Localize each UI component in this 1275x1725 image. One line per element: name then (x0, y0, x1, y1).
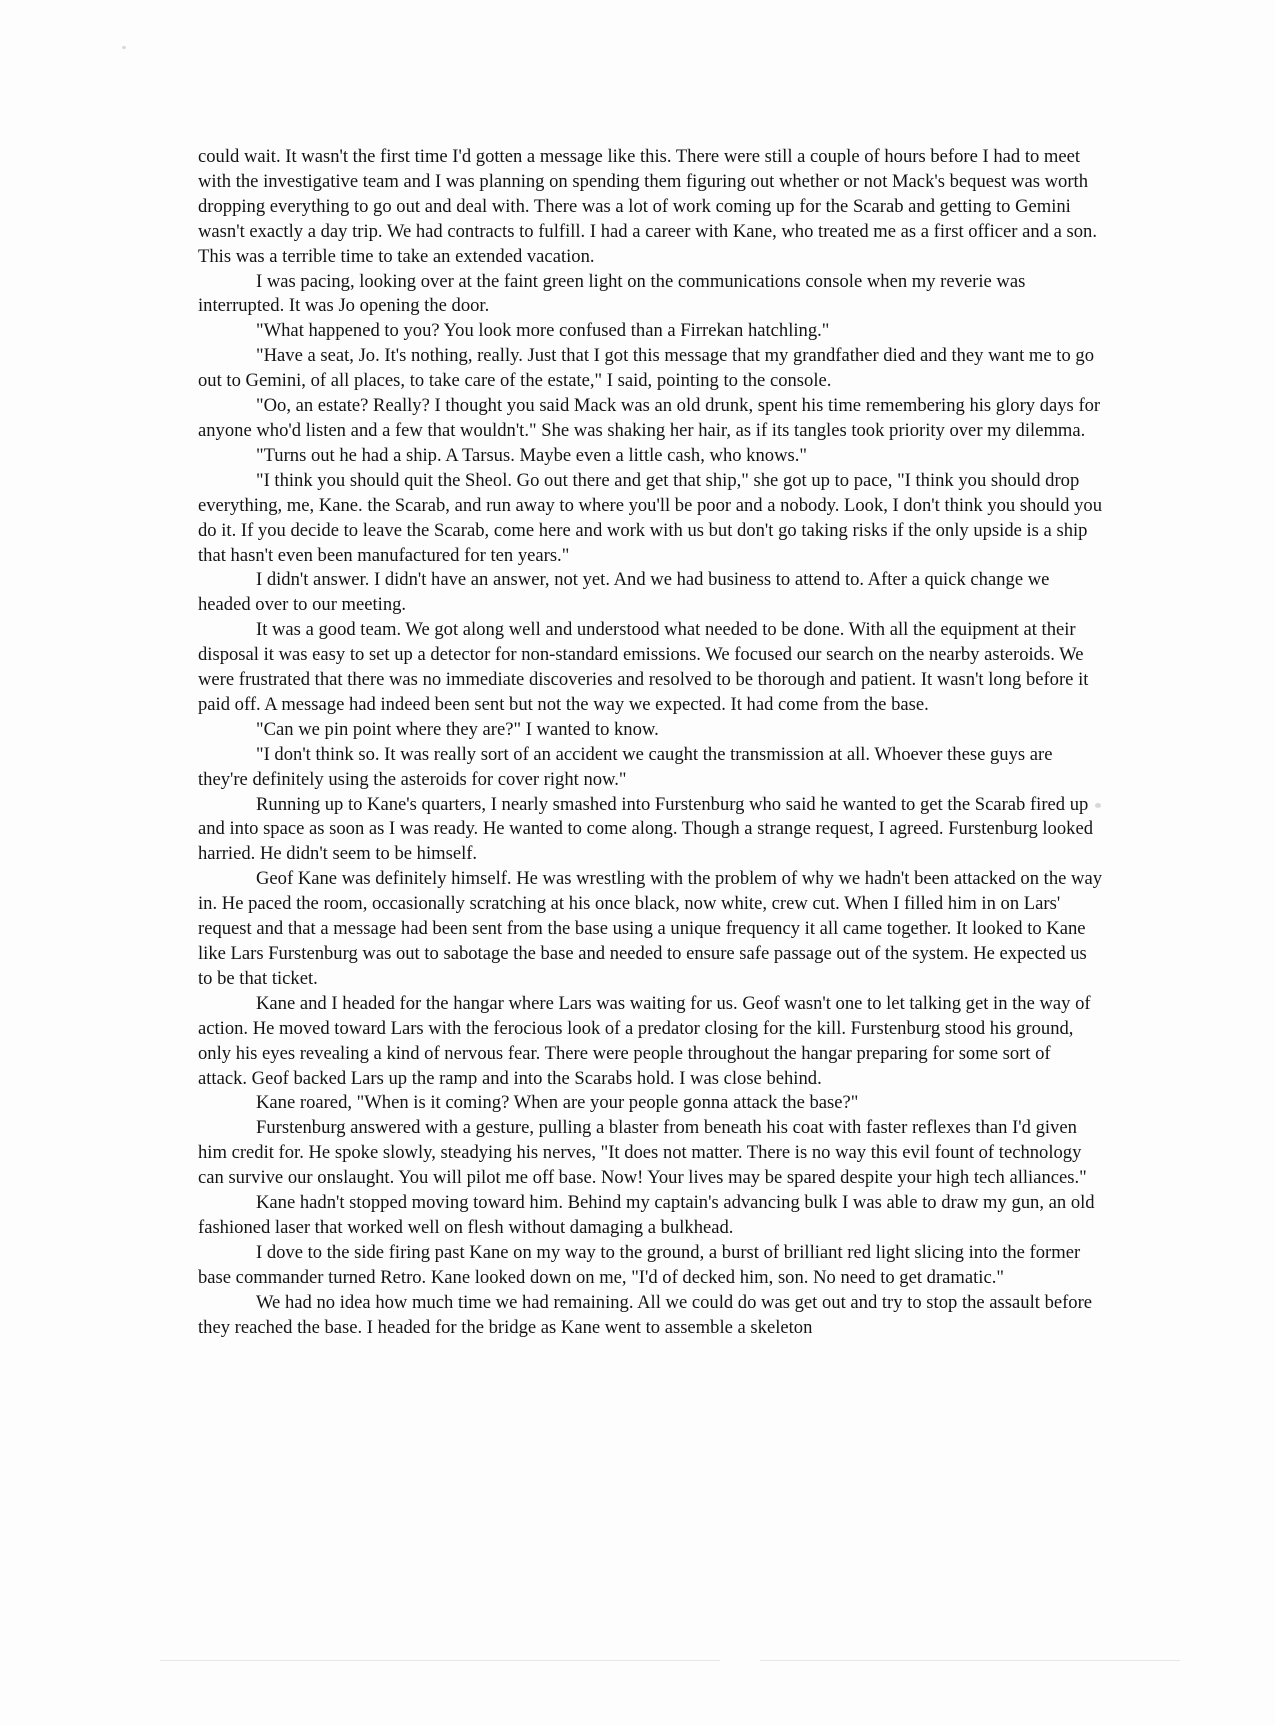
paragraph: "Turns out he had a ship. A Tarsus. Maybe even a little cash, who knows." (256, 444, 807, 466)
paragraph: I didn't answer. I didn't have an answer, not yet. And we had business to attend to. After a quick change we headed over to our meeting. (198, 569, 1050, 616)
paragraph: "What happened to you? You look more confused than a Firrekan hatchling." (256, 320, 830, 342)
paragraph: It was a good team. We got along well and understood what needed to be done. With all the equipment at their disposal it was easy to set up a detector for non-standard emissions. We focused our search on the nearby asteroids. We were frustrated that there was no immediate discoveries and resolved to be thorough and patient. It wasn't long before it paid off. A message had indeed been sent but not the way we expected. It had come from the base. (198, 619, 1089, 715)
paragraph: "I don't think so. It was really sort of an accident we caught the transmission at all. Whoever these guys are they're definitely using the asteroids for cover right now." (198, 743, 1053, 790)
paragraph: "Have a seat, Jo. It's nothing, really. Just that I got this message that my grandfather died and they want me to go out to Gemini, of all places, to take care of the estate," I said, pointing to the console. (198, 345, 1094, 392)
paragraph: Kane roared, "When is it coming? When are your people gonna attack the base?" (256, 1092, 859, 1114)
paragraph: Running up to Kane's quarters, I nearly smashed into Furstenburg who said he wanted to get the Scarab fired up and into space as soon as I was ready. He wanted to come along. Though a strange request, I agreed. Furstenburg looked harried. He didn't seem to be himself. (198, 793, 1093, 865)
paragraph: Kane hadn't stopped moving toward him. Behind my captain's advancing bulk I was able to draw my gun, an old fashioned laser that worked well on flesh without damaging a bulkhead. (198, 1192, 1095, 1238)
paragraph: Geof Kane was definitely himself. He was wrestling with the problem of why we hadn't been attacked on the way in. He paced the room, occasionally scratching at his once black, now white, crew cut. When I filled him in on Lars' request and that a message had been sent from the base using a unique frequency it all came together. It looked to Kane like Lars Furstenburg was out to sabotage the base and needed to ensure safe passage out of the system. He expected us to be that ticket. (198, 868, 1103, 989)
body-text (198, 145, 1103, 1341)
paragraph: "Can we pin point where they are?" I wanted to know. (256, 718, 659, 740)
paragraph: I dove to the side firing past Kane on my way to the ground, a burst of brilliant red light slicing into the former base commander turned Retro. Kane looked down on me, "I'd of decked him, son. No need to get dramatic." (198, 1241, 1081, 1288)
paragraph: "Oo, an estate? Really? I thought you said Mack was an old drunk, spent his time remembering his glory days for anyone who'd listen and a few that wouldn't." She was shaking her hair, as if its tangles took priority over my dilemma. (198, 395, 1101, 441)
paragraph: I was pacing, looking over at the faint green light on the communications console when my reverie was interrupted. It was Jo opening the door. (198, 270, 1026, 317)
paragraph: Kane and I headed for the hangar where Lars was waiting for us. Geof wasn't one to let talking get in the way of action. He moved toward Lars with the ferocious look of a predator closing for the kill. Furstenburg stood his ground, only his eyes revealing a kind of nervous fear. There were people throughout the hangar preparing for some sort of attack. Geof backed Lars up the ramp and into the Scarabs hold. I was close behind. (198, 992, 1091, 1089)
scan-artifact-line (160, 1660, 720, 1661)
scan-artifact-line (760, 1660, 1180, 1661)
paragraph: We had no idea how much time we had remaining. All we could do was get out and try to stop the assault before they reached the base. I headed for the bridge as Kane went to assemble a skeleton (198, 1291, 1093, 1338)
paragraph: could wait. It wasn't the first time I'd gotten a message like this. There were still a couple of hours before I had to meet with the investigative team and I was planning on spending them figuring out whether or not Mack's bequest was worth dropping everything to go out and deal with. There was a lot of work coming up for the Scarab and getting to Gemini wasn't exactly a day trip. We had contracts to fulfill. I had a career with Kane, who treated me as a first officer and a son. This was a terrible time to take an extended vacation. (198, 146, 1097, 267)
paragraph: "I think you should quit the Sheol. Go out there and get that ship," she got up to pace, "I think you should drop everything, me, Kane. the Scarab, and run away to where you'll be poor and a nobody. Look, I don't think you should you do it. If you decide to leave the Scarab, come here and work with us but don't go taking risks if the only upside is a ship that hasn't even been manufactured for ten years." (198, 469, 1102, 566)
paragraph: Furstenburg answered with a gesture, pulling a blaster from beneath his coat with faster reflexes than I'd given him credit for. He spoke slowly, steadying his nerves, "It does not matter. There is no way this evil fount of technology can survive our onslaught. You will pilot me off base. Now! Your lives may be spared despite your high tech alliances." (198, 1117, 1087, 1189)
scan-speck (122, 46, 126, 49)
